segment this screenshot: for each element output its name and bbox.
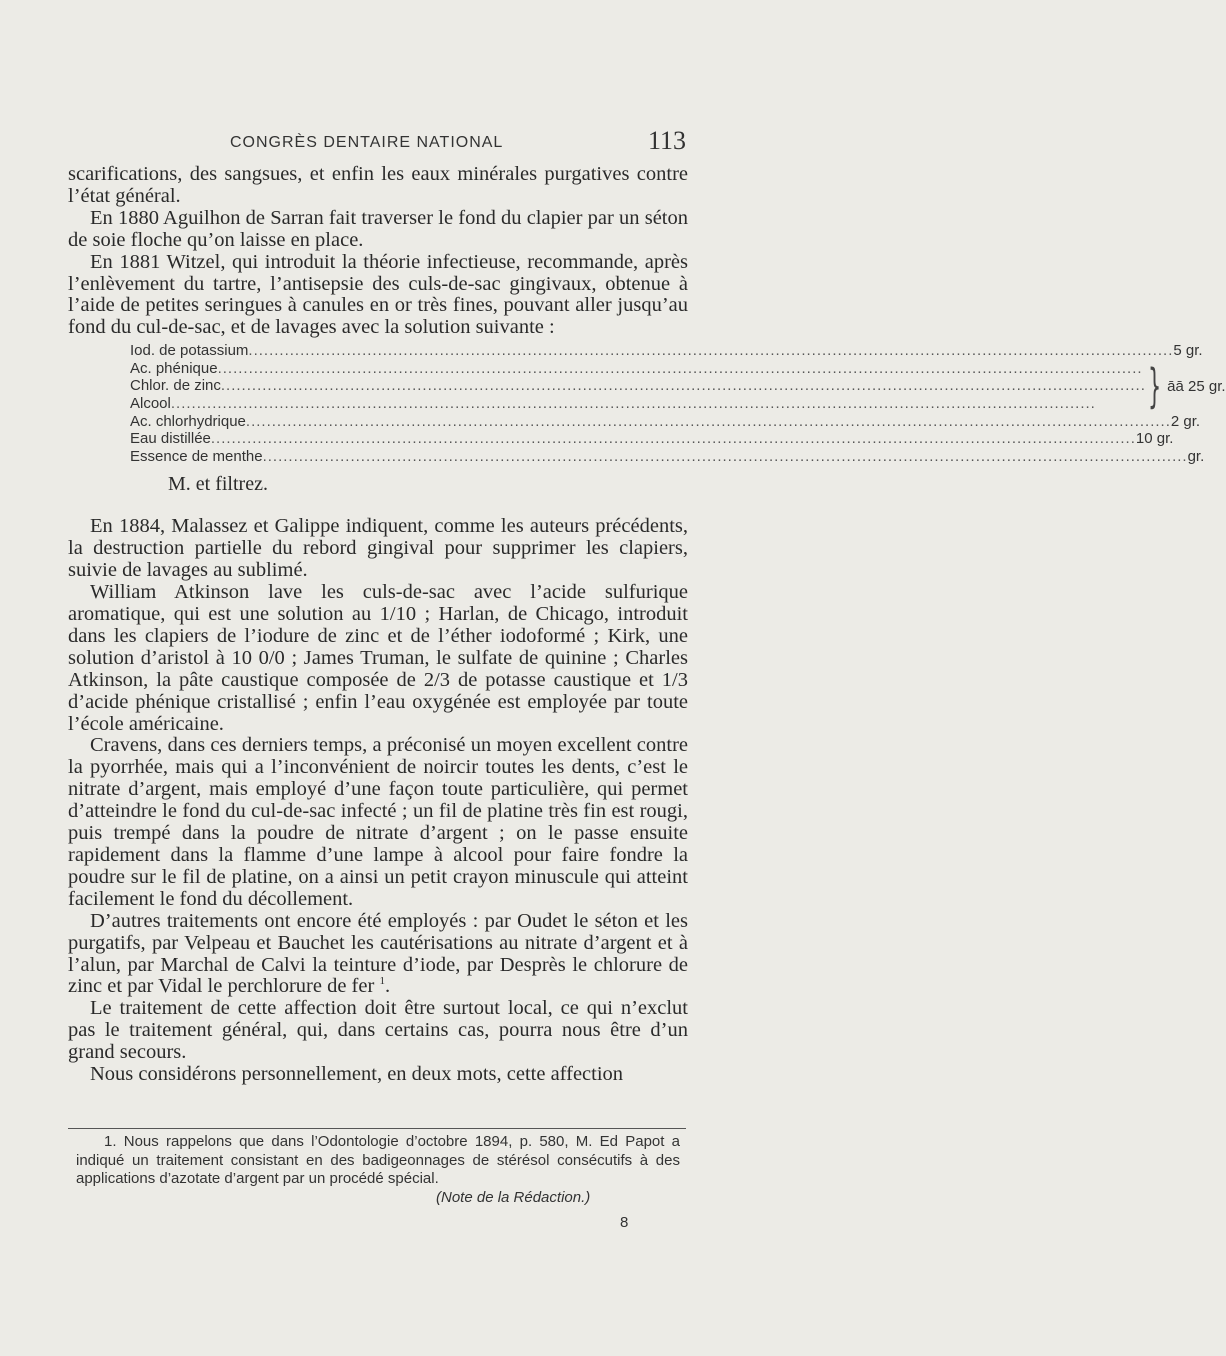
running-title: CONGRÈS DENTAIRE NATIONAL: [230, 134, 504, 151]
formula-line: [130, 430, 1174, 448]
paragraph: Le traitement de cette affection doit être surtout local, ce qui n’exclut pas le traitement général, qui, dans certains cas, pourra nous être d’un grand secours.: [68, 997, 688, 1064]
paragraph-tail: .: [384, 975, 391, 998]
paragraph: En 1884, Malassez et Galippe indiquent, comme les auteurs précédents, la destruction partielle du rebord gingival pour supprimer les clapiers, suivie de lavages au sublimé.: [68, 515, 688, 582]
footnote-divider: [68, 1128, 686, 1129]
dot-leader: [171, 395, 1146, 413]
formula-line: [130, 412, 1201, 431]
footnote: 1. Nous rappelons que dans l’Odontologie d’octobre 1894, p. 580, M. Ed Papot a indiqué un traitement consistant en des badigeonnages de stérésol consécutifs à des applications d’azotate d’argent par un procédé spécial.: [76, 1133, 680, 1187]
paragraph: William Atkinson lave les culs-de-sac avec l’acide sulfurique aromatique, qui est une solution au 1/10 ; Harlan, de Chicago, introduit dans les clapiers de l’iodure de zinc et de l’éther iodoformé ; Kirk, une solution d’aristol à 10 0/0 ; James Truman, le sulfate de quinine ; Charles Atkinson, la pâte caustique composée de 2/3 de potasse caustique et 1/3 d’acide phénique cristallisé ; enfin l’eau oxygénée est employée par toute l’école américaine.: [68, 581, 688, 735]
group-quantity: āā 25 gr.: [1167, 377, 1226, 395]
ingredient-name: Ac. chlorhydrique: [130, 412, 246, 430]
paragraph-text: D’autres traitements ont encore été employés : par Oudet le séton et les purgatifs, par Velpeau et Bauchet les cautérisations au nitrate d’argent et à l’alun, par Marchal de Calvi la teinture d’iode, par Desprès le chlorure de zinc et par Vidal le perchlorure de fer: [68, 909, 688, 998]
dot-leader: [218, 360, 1146, 378]
dot-leader: [211, 430, 1136, 448]
dot-leader: [221, 377, 1146, 395]
ingredient-quantity: 5 gr.: [1173, 342, 1203, 360]
ingredient-name: Eau distillée: [130, 430, 211, 448]
dot-leader: [246, 413, 1171, 431]
formula-line: [130, 342, 1203, 360]
formula-line: [130, 377, 1146, 395]
page-number: 113: [647, 126, 686, 155]
page-header: [68, 126, 686, 158]
dot-leader: [248, 342, 1173, 360]
brace-glyph: }: [1147, 359, 1162, 414]
ingredient-quantity: 10 gr.: [1135, 430, 1174, 448]
formula-closing: M. et filtrez.: [168, 473, 268, 496]
formula-line: [130, 395, 1146, 413]
prescription-formula: [130, 342, 1226, 465]
group-brace: [1146, 359, 1226, 414]
signature-mark: 8: [620, 1214, 629, 1231]
formula-line: [130, 447, 1205, 466]
paragraph: [68, 911, 688, 999]
ingredient-name: Essence de menthe: [130, 447, 263, 465]
dot-leader: [263, 448, 1188, 466]
ingredient-name: Ac. phénique: [130, 359, 218, 377]
paragraph: Cravens, dans ces derniers temps, a préconisé un moyen excellent contre la pyorrhée, mais qui a l’inconvénient de noircir toutes les dents, c’est le nitrate d’argent, mais employé d’une façon toute particulière, qui permet d’atteindre le fond du cul-de-sac infecté ; un fil de platine très fin est rougi, puis trempé dans la poudre de nitrate d’argent ; on le passe ensuite rapidement dans la flamme d’une lampe à alcool pour faire fondre la poudre sur le fil de platine, on a ainsi un petit crayon minuscule qui atteint facilement le fond du décollement.: [68, 734, 688, 910]
ingredient-quantity: gr.: [1187, 447, 1205, 465]
footnote-reference[interactable]: 1: [379, 975, 385, 988]
paragraph: scarifications, des sangsues, et enfin les eaux minérales purgatives contre l’état général.: [68, 163, 688, 207]
paragraph: En 1881 Witzel, qui introduit la théorie infectieuse, recommande, après l’enlèvement du tartre, l’antisepsie des culs-de-sac gingivaux, obtenue à l’aide de petites seringues à canules en or très fines, pouvant aller jusqu’au fond du cul-de-sac, et de lavages avec la solution suivante :: [68, 250, 688, 339]
formula-group: [130, 359, 1226, 414]
body-continued: [68, 516, 688, 1086]
ingredient-name: Alcool: [130, 395, 171, 413]
ingredient-name: Chlor. de zinc: [130, 377, 221, 395]
paragraph: En 1880 Aguilhon de Sarran fait traverser le fond du clapier par un séton de soie floche qu’on laisse en place.: [68, 206, 688, 251]
footnote-credit: (Note de la Rédaction.): [436, 1189, 591, 1206]
ingredient-name: Iod. de potassium: [130, 342, 249, 360]
paragraph: Nous considérons personnellement, en deux mots, cette affection: [90, 1063, 624, 1086]
page-body: [68, 163, 1226, 1086]
ingredient-quantity: 2 gr.: [1170, 412, 1201, 430]
formula-line: [130, 360, 1146, 378]
